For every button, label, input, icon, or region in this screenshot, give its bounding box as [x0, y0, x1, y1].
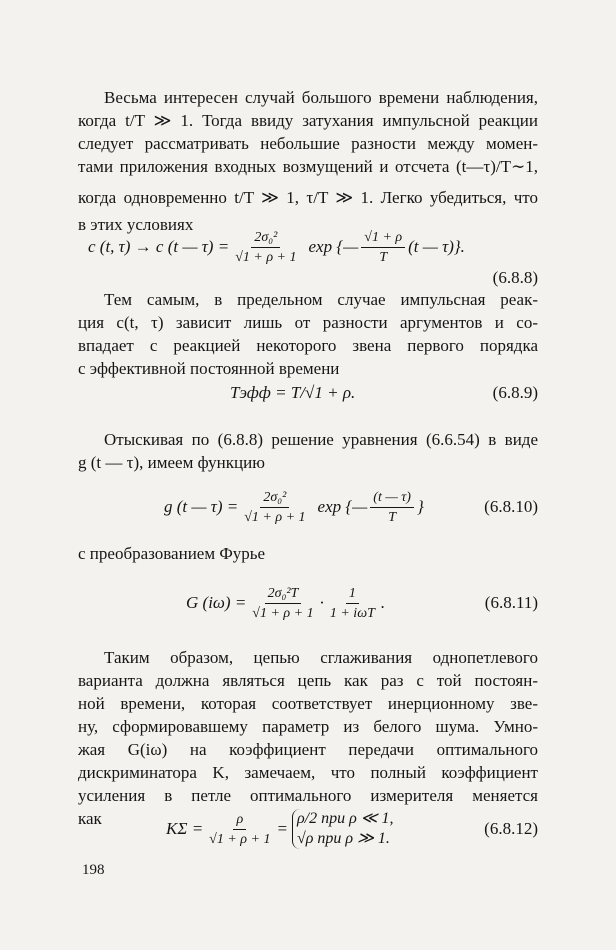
text-line: g (t — τ), имеем функцию: [78, 453, 265, 472]
eq-denominator: √1 + ρ + 1: [235, 249, 297, 265]
text-line: ция c(t, τ) зависит лишь от разности аргументов и со-: [78, 313, 538, 332]
eq-numerator: 2σ₀²: [260, 489, 289, 508]
eq-numerator: ρ: [233, 811, 246, 830]
eq-exp-denominator: T: [379, 249, 388, 265]
paragraph-1: [78, 86, 538, 236]
equation-number: (6.8.10): [484, 497, 538, 516]
paragraph-4: [78, 542, 538, 565]
equation-6-8-11: [78, 578, 538, 628]
text-line: следует рассматривать небольшие разности между момен-: [78, 134, 538, 153]
eq-body: Tэфф = T/√1 + ρ.: [230, 383, 356, 402]
eq-equals: =: [276, 819, 288, 838]
eq-exp-open: exp {—: [317, 497, 368, 516]
eq-denominator: √1 + ρ + 1: [244, 509, 306, 525]
eq-lhs: G (iω) =: [186, 593, 247, 612]
eq-case-2: √ρ при ρ ≫ 1.: [296, 830, 390, 847]
text-line: когда t/T ≫ 1. Тогда ввиду затухания импульсной реакции: [78, 111, 538, 130]
eq-fraction: [232, 229, 299, 266]
paragraph-2: [78, 288, 538, 380]
eq-fraction: [206, 811, 273, 848]
eq-numerator: 2σ₀²: [251, 229, 280, 248]
text-line: с эффективной постоянной времени: [78, 359, 340, 378]
eq-fraction: [249, 585, 316, 622]
text-line: Весьма интересен случай большого времени наблюдения,: [104, 88, 538, 107]
eq-numerator: 2σ₀²T: [265, 585, 302, 604]
equation-number: (6.8.9): [492, 383, 538, 402]
eq-exp-numerator: √1 + ρ: [361, 229, 405, 248]
paragraph-3: [78, 428, 538, 474]
eq-denominator-2: 1 + iωT: [329, 605, 375, 621]
equation-number: (6.8.8): [492, 268, 538, 287]
text-line: Тем самым, в предельном случае импульсная реак-: [104, 290, 538, 309]
text-line: жая G(iω) на коэффициент передачи оптимального: [78, 740, 538, 759]
text-line: когда одновременно t/T ≫ 1, τ/T ≫ 1. Легко убедиться, что: [78, 188, 538, 207]
text-line: впадает с реакцией некоторого звена первого порядка: [78, 336, 538, 355]
text-line: Отыскивая по (6.8.8) решение уравнения (6.6.54) в виде: [104, 430, 538, 449]
eq-fraction: [241, 489, 308, 526]
equation-6-8-8: [78, 222, 538, 287]
eq-dot: ·: [319, 593, 324, 612]
eq-lhs: c (t, τ) → c (t — τ) =: [88, 237, 230, 256]
equation-6-8-12: [78, 804, 538, 854]
eq-denominator: √1 + ρ + 1: [252, 605, 314, 621]
equation-6-8-10: [78, 482, 538, 532]
text-line: в этих условиях: [78, 215, 194, 234]
text-line: усиления в петле оптимального измерителя меняется: [78, 786, 538, 805]
page-number: 198: [82, 862, 105, 878]
eq-exp-open: exp {—: [308, 237, 359, 256]
text-line: дискриминатора K, замечаем, что полный коэффициент: [78, 763, 538, 782]
text-line: с преобразованием Фурье: [78, 544, 266, 563]
text-line: Таким образом, цепью сглаживания однопетлевого: [104, 648, 538, 667]
eq-end: .: [380, 593, 386, 612]
eq-exp-fraction: [361, 229, 405, 266]
eq-exp-numerator: (t — τ): [370, 489, 414, 508]
text-line: как: [78, 809, 102, 828]
eq-exp-denominator: T: [388, 509, 397, 525]
text-line: ну, сформировавшему параметр из белого шума. Умно-: [78, 717, 538, 736]
eq-numerator-2: 1: [346, 585, 359, 604]
equation-number: (6.8.11): [484, 593, 538, 612]
eq-exp-close: (t — τ)}.: [408, 237, 465, 256]
paragraph-5: [78, 646, 538, 830]
equation-number: (6.8.12): [484, 819, 538, 838]
eq-fraction-2: [327, 585, 378, 622]
eq-cases: [292, 809, 394, 849]
text-line: ной времени, которая соответствует инерционному зве-: [78, 694, 538, 713]
text-line: тами приложения входных возмущений и отсчета (t—τ)/T∼1,: [78, 157, 538, 176]
eq-exp-fraction: [370, 489, 414, 526]
eq-exp-close: }: [416, 497, 424, 516]
eq-lhs: g (t — τ) =: [164, 497, 239, 516]
equation-6-8-9: [78, 368, 538, 418]
eq-lhs: KΣ =: [166, 819, 204, 838]
eq-denominator: √1 + ρ + 1: [209, 831, 271, 847]
text-line: варианта должна являться цепь как раз с той постоян-: [78, 671, 538, 690]
eq-case-1: ρ/2 при ρ ≪ 1,: [296, 810, 394, 827]
